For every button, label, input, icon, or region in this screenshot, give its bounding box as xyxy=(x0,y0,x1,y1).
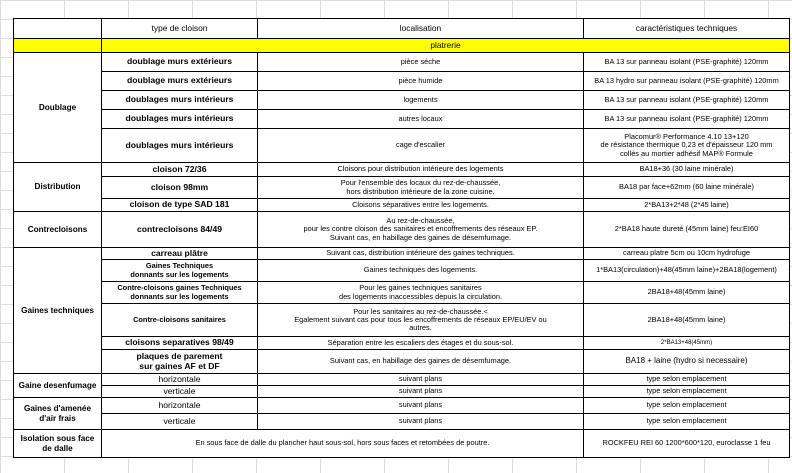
table-row xyxy=(14,53,790,72)
table-row xyxy=(14,212,790,248)
localisation-cell[interactable]: Séparation entre les escaliers des étages et du sous-sol. xyxy=(258,337,584,350)
caracteristiques-cell[interactable]: carreau platre 5cm ou 10cm hydrofuge xyxy=(584,248,790,260)
caracteristiques-cell[interactable]: 2BA18+48(45mm laine) xyxy=(584,282,790,304)
type-cell[interactable]: cloison 72/36 xyxy=(102,163,258,177)
localisation-cell[interactable]: Cloisons séparatives entre les logements. xyxy=(258,199,584,212)
localisation-cell[interactable]: suivant plans xyxy=(258,414,584,430)
localisation-line: pour les contre cloison des sanitaires et encoffrements des réseaux EP. xyxy=(303,224,538,234)
caracteristiques-cell[interactable]: 1*BA13(circulation)+48(45mm laine)+2BA18(logement) xyxy=(584,260,790,282)
category-gaine-desenfumage[interactable]: Gaine desenfumage xyxy=(14,374,102,398)
table-row xyxy=(14,110,790,129)
header-localisation[interactable]: localisation xyxy=(258,19,584,39)
category-doublage[interactable]: Doublage xyxy=(14,53,102,163)
table-row xyxy=(14,282,790,304)
table-row xyxy=(14,414,790,430)
cloison-table xyxy=(13,18,790,458)
localisation-cell[interactable]: cage d'escalier xyxy=(258,129,584,163)
caracteristiques-line: Placomur® Performance 4.10 13+120 xyxy=(624,132,749,142)
caracteristiques-cell[interactable]: type selon emplacement xyxy=(584,386,790,398)
table-row xyxy=(14,248,790,260)
category-gaines-amenee-air[interactable]: Gaines d'amenée d'air frais xyxy=(14,398,102,430)
caracteristiques-cell[interactable]: BA 13 sur panneau isolant (PSE-graphité) 120mm xyxy=(584,110,790,129)
localisation-line: hors distribution intérieure de la zone cuisine. xyxy=(346,186,495,196)
section-row xyxy=(14,39,790,53)
localisation-line: Suivant cas, en habillage des gaines de désemfumage. xyxy=(329,232,512,242)
type-line: sur gaines AF et DF xyxy=(139,360,220,371)
header-row xyxy=(14,19,790,39)
caracteristiques-cell[interactable]: type selon emplacement xyxy=(584,374,790,386)
localisation-cell[interactable]: Suivant cas, distribution intérieure des gaines techniques. xyxy=(258,248,584,260)
caracteristiques-cell[interactable]: type selon emplacement xyxy=(584,398,790,414)
caracteristiques-cell[interactable]: BA18 + laine (hydro si necessaire) xyxy=(584,350,790,374)
localisation-cell[interactable]: autres locaux xyxy=(258,110,584,129)
localisation-line: Pour l'ensemble des locaux du rez-de-chaussée, xyxy=(340,178,501,188)
caracteristiques-cell[interactable]: BA18+36 (30 laine minérale) xyxy=(584,163,790,177)
type-cell[interactable]: doublages murs intérieurs xyxy=(102,110,258,129)
section-title[interactable]: platrerie xyxy=(102,39,790,53)
caracteristiques-cell[interactable]: BA 13 sur panneau isolant (PSE-graphité) 120mm xyxy=(584,91,790,110)
header-type[interactable]: type de cloison xyxy=(102,19,258,39)
caracteristiques-cell[interactable] xyxy=(584,129,790,163)
localisation-cell[interactable]: pièce humide xyxy=(258,72,584,91)
localisation-line: Au rez-de-chaussée, xyxy=(386,216,455,226)
type-line: donnants sur les logements xyxy=(130,291,229,301)
localisation-cell[interactable] xyxy=(258,282,584,304)
type-cell[interactable] xyxy=(102,260,258,282)
localisation-cell[interactable]: Cloisons pour distribution intérieure des logements xyxy=(258,163,584,177)
type-cell[interactable]: verticale xyxy=(102,386,258,398)
caracteristiques-cell[interactable]: 2*BA18 haute dureté (45mm laine) feu:EI60 xyxy=(584,212,790,248)
table-row xyxy=(14,260,790,282)
type-cell[interactable]: Contre-cloisons sanitaires xyxy=(102,304,258,337)
localisation-line: des logements inaccessibles depuis la circulation. xyxy=(338,291,503,301)
table-row xyxy=(14,337,790,350)
caracteristiques-cell[interactable]: 2BA18+48(45mm laine) xyxy=(584,304,790,337)
localisation-cell[interactable]: suivant plans xyxy=(258,386,584,398)
type-line: Contre-cloisons gaines Techniques xyxy=(117,283,242,293)
header-cell-empty[interactable] xyxy=(14,19,102,39)
localisation-line: Egalement suivant cas pour tous les encoffrements de réseaux EP/EU/EV ou xyxy=(294,314,547,324)
caracteristiques-cell[interactable]: 2*BA13+48(45mm) xyxy=(584,337,790,350)
table-row xyxy=(14,72,790,91)
table-row xyxy=(14,430,790,458)
category-distribution[interactable]: Distribution xyxy=(14,163,102,212)
caracteristiques-line: de résistance thermique 0,23 et d'épaisseur 120 mm xyxy=(600,140,773,150)
localisation-cell[interactable] xyxy=(258,212,584,248)
category-isolation-sous-face[interactable]: Isolation sous face de dalle xyxy=(14,430,102,458)
type-cell[interactable]: horizontale xyxy=(102,374,258,386)
localisation-cell[interactable]: En sous face de dalle du plancher haut sous-sol, hors sous faces et retombées de poutre. xyxy=(102,430,584,458)
type-cell[interactable]: doublages murs intérieurs xyxy=(102,91,258,110)
type-cell[interactable]: cloisons separatives 98/49 xyxy=(102,337,258,350)
header-caracteristiques[interactable]: caractéristiques techniques xyxy=(584,19,790,39)
type-line: plaques de parement xyxy=(136,350,223,361)
localisation-cell[interactable] xyxy=(258,177,584,199)
type-cell[interactable]: cloison 98mm xyxy=(102,177,258,199)
table-row xyxy=(14,398,790,414)
type-cell[interactable]: contrecloisons 84/49 xyxy=(102,212,258,248)
localisation-cell[interactable]: logements xyxy=(258,91,584,110)
type-cell[interactable] xyxy=(102,282,258,304)
localisation-cell[interactable]: Suivant cas, en habillage des gaines de désemfumage. xyxy=(258,350,584,374)
caracteristiques-cell[interactable]: BA 13 sur panneau isolant (PSE-graphité) 120mm xyxy=(584,53,790,72)
table-row xyxy=(14,163,790,177)
type-cell[interactable]: verticale xyxy=(102,414,258,430)
table-row xyxy=(14,129,790,163)
type-cell[interactable]: cloison de type SAD 181 xyxy=(102,199,258,212)
localisation-line: autres. xyxy=(409,323,432,333)
type-cell[interactable] xyxy=(102,350,258,374)
table-row xyxy=(14,304,790,337)
type-line: donnants sur les logements xyxy=(130,269,229,279)
section-cell-left[interactable] xyxy=(14,39,102,53)
type-cell[interactable]: doublage murs extérieurs xyxy=(102,72,258,91)
localisation-cell[interactable] xyxy=(258,304,584,337)
caracteristiques-cell[interactable]: ROCKFEU REI 60 1200*600*120, euroclasse 1 feu xyxy=(584,430,790,458)
caracteristiques-cell[interactable]: 2*BA13+2*48 (2*45 laine) xyxy=(584,199,790,212)
type-cell[interactable]: doublages murs intérieurs xyxy=(102,129,258,163)
table-row xyxy=(14,91,790,110)
type-cell[interactable]: horizontale xyxy=(102,398,258,414)
table-row xyxy=(14,177,790,199)
localisation-cell[interactable]: pièce séche xyxy=(258,53,584,72)
localisation-cell[interactable]: suivant plans xyxy=(258,398,584,414)
table-row xyxy=(14,199,790,212)
caracteristiques-line: collés au mortier adhésif MAP® Formule xyxy=(620,148,753,158)
category-contrecloisons[interactable]: Contrecloisons xyxy=(14,212,102,248)
type-cell[interactable]: doublage murs extérieurs xyxy=(102,53,258,72)
localisation-cell[interactable]: suivant plans xyxy=(258,374,584,386)
table-row xyxy=(14,350,790,374)
caracteristiques-cell[interactable]: type selon emplacement xyxy=(584,414,790,430)
caracteristiques-cell[interactable]: BA 13 hydro sur panneau isolant (PSE-graphité) 120mm xyxy=(584,72,790,91)
caracteristiques-cell[interactable]: BA18 par face+62mm (60 laine minérale) xyxy=(584,177,790,199)
localisation-line: Pour les sanitaires au rez-de-chaussée.< xyxy=(353,306,488,316)
type-line: Gaines Techniques xyxy=(145,261,214,271)
localisation-cell[interactable]: Gaines techniques des logements. xyxy=(258,260,584,282)
table-row xyxy=(14,386,790,398)
localisation-line: Pour les gaines techniques sanitaires xyxy=(359,283,482,293)
type-cell[interactable]: carreau plâtre xyxy=(102,248,258,260)
table-row xyxy=(14,374,790,386)
category-gaines-techniques[interactable]: Gaines techniques xyxy=(14,248,102,374)
